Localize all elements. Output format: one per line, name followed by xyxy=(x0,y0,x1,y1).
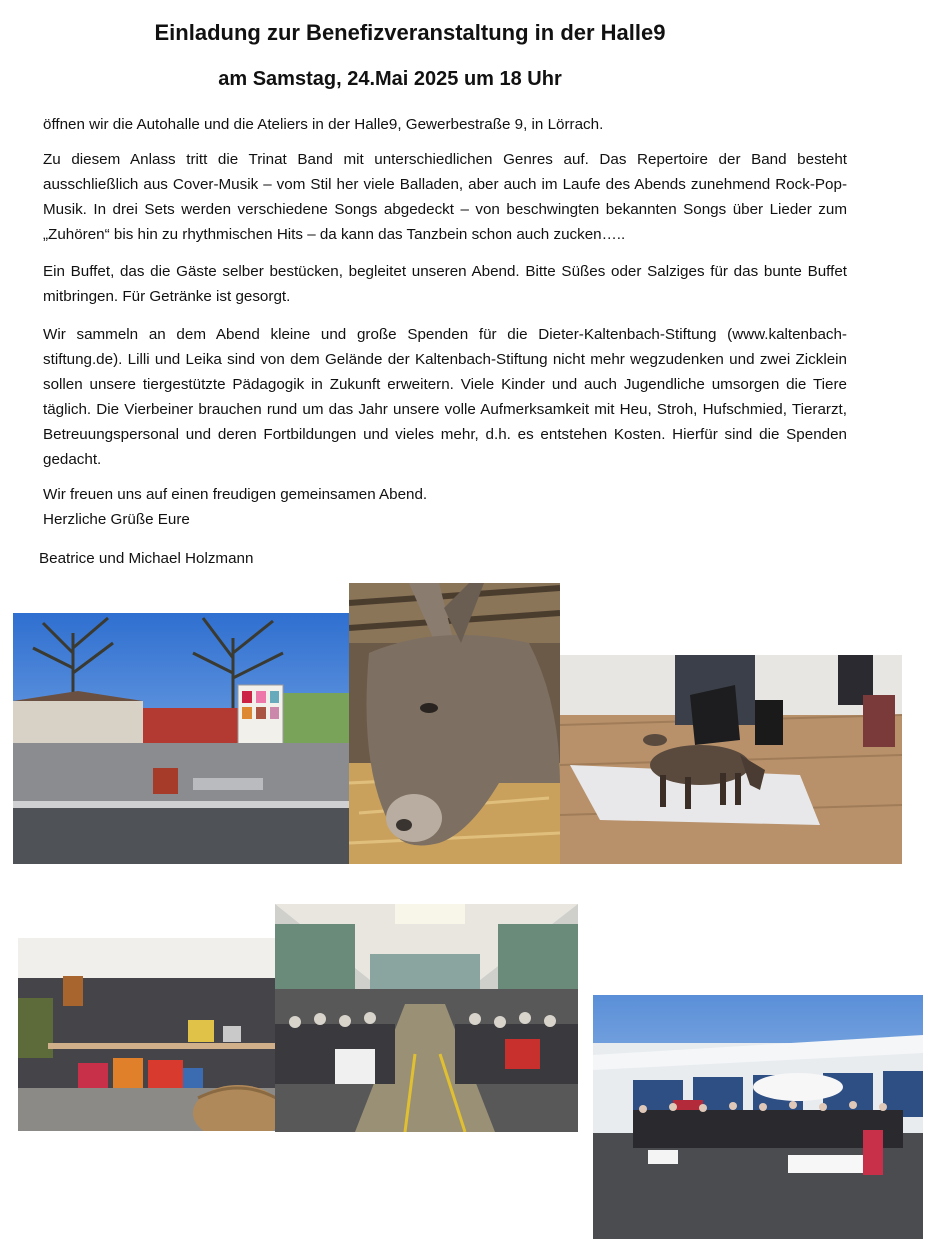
band-paragraph xyxy=(43,147,847,247)
band-text: Zu diesem Anlass tritt die Trinat Band mit unterschiedlichen Genres auf. Das Repertoire der Band besteht ausschließlich aus Cover-Musik – vom Stil her viele Balladen, aber auch im Laufe des Abends zunehmend Rock-Pop-Musik. In drei Sets werden verschiedene Songs abgedeckt – von beschwingten bekannten Songs über Lieder zum „Zuhören“ bis hin zu rhythmischen Hits – da kann das Tanzbein schon auch zucken….. xyxy=(43,151,847,243)
photo-halle9-exterior xyxy=(13,613,350,864)
photo-atelier xyxy=(18,938,276,1131)
buffet-text: Ein Buffet, das die Gäste selber bestücken, begleitet unseren Abend. Bitte Süßes oder Salziges für das bunte Buffet mitbringen. Für Getränke ist gesorgt. xyxy=(43,263,847,305)
photo-outdoor-gathering xyxy=(593,995,923,1239)
closing-line: Wir freuen uns auf einen freudigen gemeinsamen Abend. xyxy=(43,486,428,503)
buffet-paragraph xyxy=(43,259,847,309)
photo-audience-hall xyxy=(275,904,578,1132)
closing-paragraph xyxy=(43,482,847,532)
intro-paragraph xyxy=(43,112,847,137)
photo-goat-kid xyxy=(560,655,902,864)
donation-paragraph xyxy=(43,322,847,472)
greeting-line: Herzliche Grüße Eure xyxy=(43,511,190,528)
signature: Beatrice und Michael Holzmann xyxy=(39,550,254,567)
photo-donkey xyxy=(349,583,560,864)
donation-text: Wir sammeln an dem Abend kleine und große Spenden für die Dieter-Kaltenbach-Stiftung (www.kaltenbach-stiftung.de). Lilli und Leika sind von dem Gelände der Kaltenbach-Stiftung nicht mehr wegzudenken und zwei Zicklein sollen unsere tiergestützte Pädagogik in Zukunft erweitern. Viele Kinder und auch Jugendliche umsorgen die Tiere täglich. Die Vierbeiner brauchen rund um das Jahr unsere volle Aufmerksamkeit mit Heu, Stroh, Hufschmied, Tierarzt, Betreuungspersonal und deren Fortbildungen und vieles mehr, d.h. es entstehen Kosten. Hierfür sind die Spenden gedacht. xyxy=(43,326,847,468)
intro-text: öffnen wir die Autohalle und die Ateliers in der Halle9, Gewerbestraße 9, in Lörrach. xyxy=(43,116,604,133)
page-title: Einladung zur Benefizveranstaltung in der Halle9 xyxy=(154,20,666,45)
event-date: am Samstag, 24.Mai 2025 um 18 Uhr xyxy=(218,68,562,90)
